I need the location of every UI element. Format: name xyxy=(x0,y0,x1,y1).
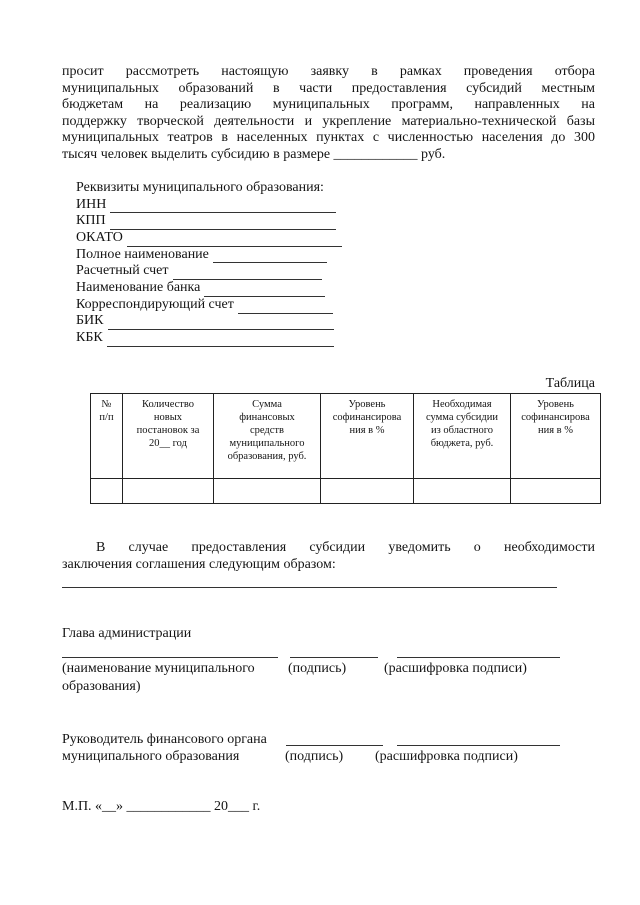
blank-line xyxy=(238,301,333,314)
blank-line xyxy=(110,200,336,213)
head-title: Глава администрации xyxy=(62,626,192,641)
requisite-bik xyxy=(76,314,334,331)
header-text: ния в % xyxy=(537,425,574,436)
requisite-label: ИНН xyxy=(76,196,107,212)
table-cell xyxy=(123,479,214,504)
requisite-okato xyxy=(76,230,342,247)
requisite-label: Расчетный счет xyxy=(76,263,169,279)
header-text: муниципального xyxy=(229,438,305,449)
requisite-corr-account xyxy=(76,297,333,314)
header-text: финансовых xyxy=(239,412,295,423)
finance-signature-blank-line xyxy=(286,745,383,746)
table-caption: Таблица xyxy=(545,376,595,391)
header-text: средств xyxy=(250,425,284,436)
head-caption-name: (наименование муниципального xyxy=(62,661,255,676)
blank-line xyxy=(110,217,336,230)
notice-line: В случае предоставления субсидии уведомить о необходимости xyxy=(96,540,595,555)
header-number xyxy=(91,394,123,479)
header-text: ния в % xyxy=(349,425,385,436)
requisites-block xyxy=(76,180,342,347)
intro-line: тысяч человек выделить субсидию в размере ____________ руб. xyxy=(62,146,446,162)
head-signature-blank-line xyxy=(290,657,378,658)
finance-decoding-blank-line xyxy=(397,745,560,746)
requisite-label: Наименование банка xyxy=(76,280,201,296)
blank-line xyxy=(108,317,335,330)
header-cofinancing-level-2 xyxy=(511,394,601,479)
header-text: Сумма xyxy=(252,399,282,410)
intro-line: муниципальных образований в части предоставления субсидий местным xyxy=(62,80,595,96)
header-text: 20__ год xyxy=(149,438,187,449)
requisite-label: БИК xyxy=(76,313,104,329)
requisite-full-name xyxy=(76,247,327,264)
notice-paragraph xyxy=(62,540,595,573)
table-cell xyxy=(511,479,601,504)
subsidy-table xyxy=(90,393,601,504)
intro-line: поддержку творческой деятельности и укрепление материально-технической базы xyxy=(62,113,595,129)
header-text: Количество xyxy=(141,399,195,410)
table-cell xyxy=(214,479,321,504)
finance-caption-decoding: (расшифровка подписи) xyxy=(375,749,518,764)
head-caption-decoding: (расшифровка подписи) xyxy=(384,661,527,676)
requisite-label: КПП xyxy=(76,213,106,229)
header-productions-count xyxy=(123,394,214,479)
header-text: Необходимая xyxy=(432,399,492,410)
header-text: бюджета, руб. xyxy=(430,438,494,449)
header-text: софинансирова xyxy=(332,412,402,423)
header-text: Уровень xyxy=(537,399,574,410)
table-cell xyxy=(321,479,414,504)
requisite-inn xyxy=(76,197,336,214)
blank-line xyxy=(213,250,327,263)
header-text: из областного xyxy=(430,425,494,436)
intro-line: бюджетам на реализацию муниципальных программ, направленных на xyxy=(62,97,595,112)
table-cell xyxy=(91,479,123,504)
intro-line: муниципальных театров в населенных пунктах с численностью населения до 300 xyxy=(62,130,595,145)
head-decoding-blank-line xyxy=(397,657,560,658)
requisite-label: Полное наименование xyxy=(76,246,209,262)
requisite-label: Корреспондирующий счет xyxy=(76,296,234,312)
blank-line xyxy=(127,234,342,247)
header-text: Уровень xyxy=(348,399,386,410)
requisites-title: Реквизиты муниципального образования: xyxy=(76,180,324,195)
header-text: постановок за xyxy=(136,425,200,436)
header-text: образования, руб. xyxy=(227,451,307,462)
header-text: софинансирова xyxy=(521,412,590,423)
notice-blank-line xyxy=(62,587,557,588)
header-text: № xyxy=(101,399,112,410)
requisite-label: ОКАТО xyxy=(76,230,123,246)
intro-paragraph xyxy=(62,64,595,163)
requisite-kpp xyxy=(76,213,336,230)
header-text: сумма субсидии xyxy=(426,412,498,423)
requisite-kbk xyxy=(76,330,334,347)
blank-line xyxy=(107,334,334,347)
intro-line: просит рассмотреть настоящую заявку в рамках проведения отбора xyxy=(62,64,595,79)
header-text: п/п xyxy=(99,412,114,423)
blank-line xyxy=(173,267,322,280)
header-municipal-funds xyxy=(214,394,321,479)
table-header-row xyxy=(91,394,601,479)
head-caption-name-cont: образования) xyxy=(62,679,141,694)
finance-title-line1: Руководитель финансового органа xyxy=(62,732,267,747)
finance-caption-signature: (подпись) xyxy=(285,749,344,764)
head-name-blank-line xyxy=(62,657,278,658)
header-required-subsidy xyxy=(414,394,511,479)
blank-line xyxy=(204,284,325,297)
requisite-label: КБК xyxy=(76,330,103,346)
header-text: новых xyxy=(153,412,183,423)
finance-title-line2: муниципального образования xyxy=(62,749,240,764)
requisite-account xyxy=(76,263,322,280)
head-caption-signature: (подпись) xyxy=(288,661,347,676)
requisite-bank xyxy=(76,280,325,297)
stamp-date-line: М.П. «__» ____________ 20___ г. xyxy=(62,799,261,814)
table-row xyxy=(91,479,601,504)
header-cofinancing-level xyxy=(321,394,414,479)
notice-line: заключения соглашения следующим образом: xyxy=(62,556,336,572)
table-cell xyxy=(414,479,511,504)
